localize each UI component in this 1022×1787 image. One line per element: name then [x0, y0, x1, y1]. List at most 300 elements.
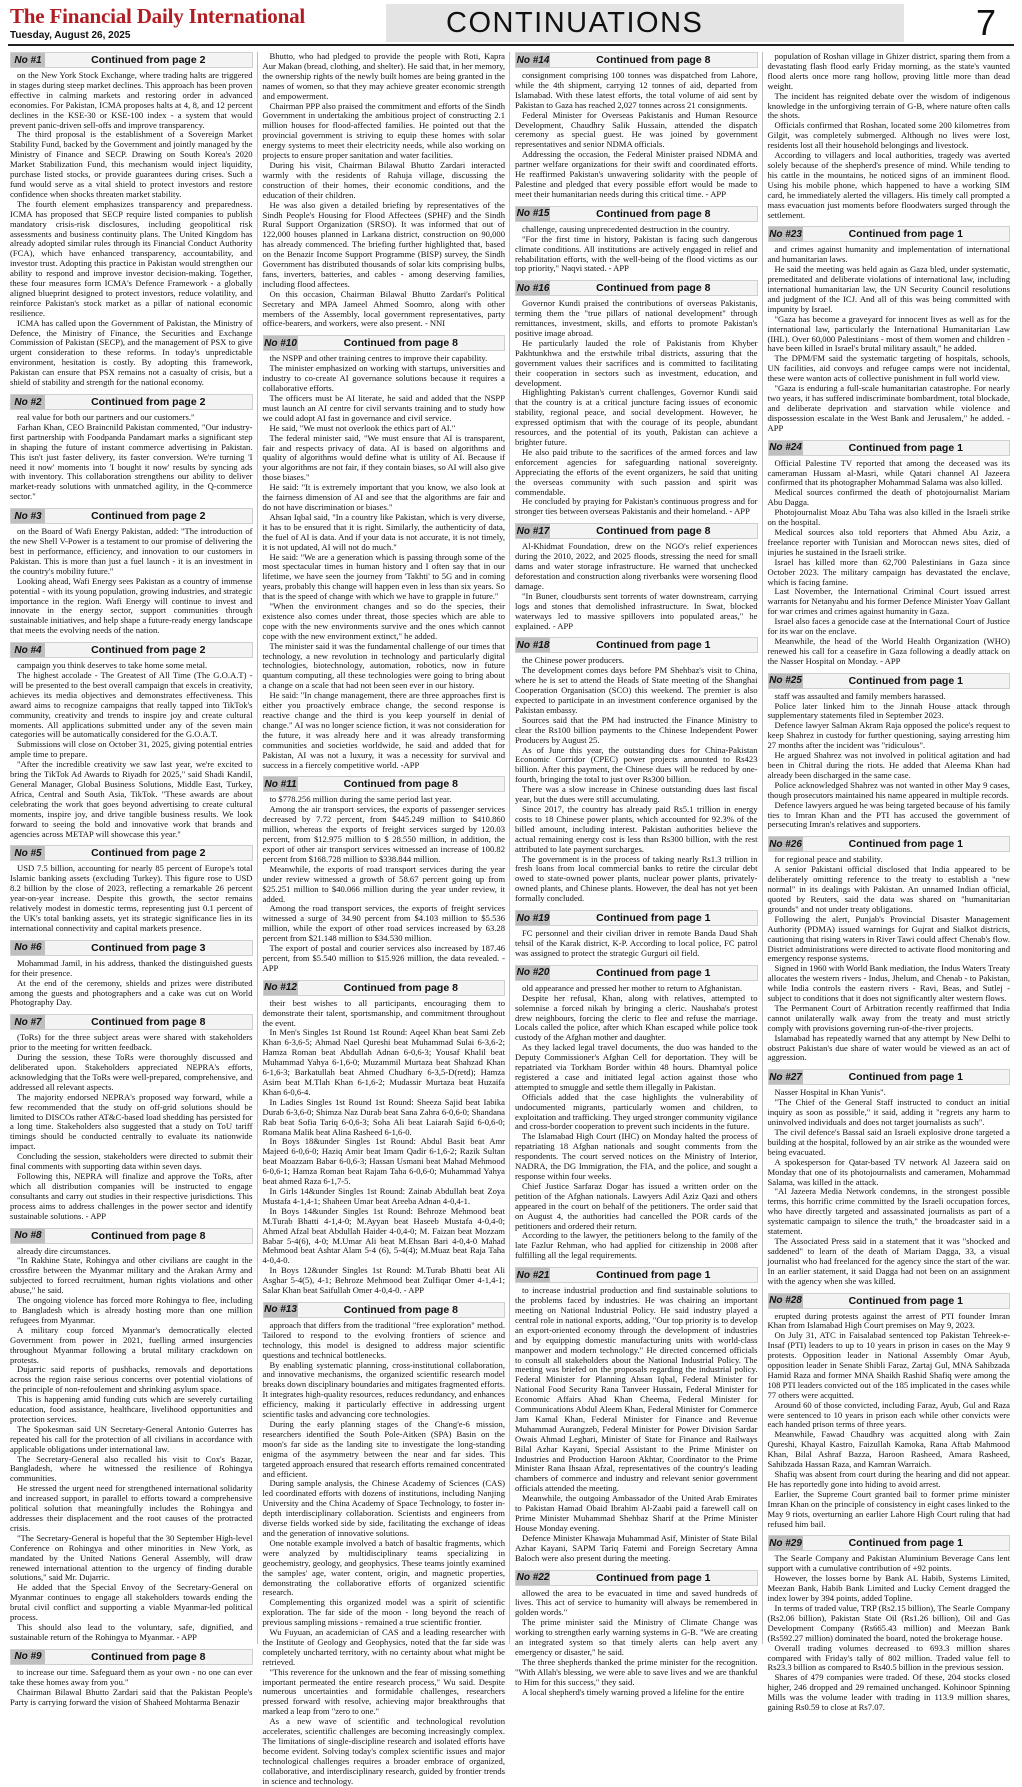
story-paragraph: Medical sources also told reporters that Ahmed Abu Aziz, a freelance reporter with Tunisian and Moroccan news sites, died of injuries he sustained in the Israeli strike. [767, 526, 1010, 557]
story-body [263, 795, 506, 973]
story-paragraph: erupted during protests against the arrest of PTI founder Imran Khan from Islamabad High Court premises on May 9, 2023. [767, 1310, 1010, 1331]
story-body [768, 245, 1011, 433]
story-paragraph: to $778.256 million during the same period last year. [269, 794, 452, 805]
continuation-story [263, 335, 506, 770]
continuation-story [768, 52, 1011, 220]
story-number-tag: No #12 [264, 982, 297, 994]
story-paragraph: On this occasion, Chairman Bilawal Bhutto Zardari's Political Secretary and MPA Jameel Ahmed Soomro, along with other members of the Assembly, local government representatives, party office-bearers, and workers, were also present. - NNI [262, 288, 505, 329]
continuation-story [263, 52, 506, 329]
newspaper-title: The Financial Daily International [10, 4, 306, 28]
story-paragraph: At the end of the ceremony, shields and prizes were distributed among the guests and photographers and a cake was cut on World Photography Day. [10, 977, 253, 1008]
story-body [515, 225, 758, 275]
story-paragraph: In Boys 14&under Singles 1st Round: Behroze Mehmood beat M.Turab Bhatti 4-1,4-0; M.Ayyan beat Haseeb Mustafa 4-0,4-0; Ahmed Afzal beat Abdullah Haider 4-0,4-0; M. Faizan beat Mozzam Babar 5-4(6), 4-0; M.Umar Ali beat M.Ehsan Bari 4-0,4-0 Mahad Mehmood beat Ashtar Alam 5-4 (6), 5-4(4); M.Muaz beat Raja Taha 4-0,4-0. [262, 1205, 505, 1266]
story-paragraph: By enabling systematic planning, cross-institutional collaboration, and innovative mechanisms, the organized scientific research model breaks down disciplinary boundaries and mitigates fragmented efforts. It integrates high-quality resources, reduces redundancy, and enhances efficiency, making it particularly effective in addressing urgent scientific tasks and advancing core technologies. [262, 1359, 505, 1420]
story-paragraph: Following this, NEPRA will finalize and approve the ToRs, after which all distribution companies will be instructed to engage consultants and carry out studies in their respective jurisdictions. This process aims to address challenges in the power sector and identify sustainable solutions. - APP [10, 1171, 253, 1221]
story-paragraph: campaign you think deserves to take home some metal. [17, 660, 208, 671]
story-header [768, 1293, 1011, 1309]
story-header [768, 673, 1011, 689]
masthead-left [10, 4, 305, 41]
continuation-story [515, 637, 758, 904]
story-paragraph: The ongoing violence has forced more Rohingya to flee, including to Bangladesh which is already hosting more than one million refugees from Myanmar. [10, 1295, 253, 1325]
story-paragraph: He said: "It is extremely important that you know, we also look at the fairness dimension of AI and see that the algorithms are fair and do not have discrimination or biases." [262, 482, 505, 512]
story-paragraph: Officials added that the case highlights the vulnerability of undocumented migrants, particularly women and children, to exploitation and trafficking. They urged stronger community vigilance and cross-border cooperation to prevent such incidents in the future. [515, 1091, 758, 1132]
story-paragraph: The Islamabad High Court (IHC) on Monday halted the process of repatriating 18 Afghan nationals and sought comments from the respondents. The court served notices on the Ministry of Interior, NADRA, the DG Immigration, the FIA, and the police, and sought a response within four weeks. [515, 1131, 758, 1181]
story-paragraph: This is happening amid funding cuts which are severely curtailing education, food assistance, healthcare, livelihood opportunities and protection services. [10, 1394, 253, 1424]
story-paragraph: There was a slow increase in Chinese outstanding dues last fiscal year, but the dues were still accumulating. [515, 784, 758, 805]
story-paragraph: A senior Pakistani official disclosed that India appeared to be deliberately omitting reference to the treaty to establish a "new normal" in its dealings with Pakistan. An unnamed Indian official, quoted by Reuters, said the data was shared on "humanitarian grounds" and not under treaty obligations. [767, 864, 1010, 914]
story-paragraph: The highest accolade - The Greatest of All Time (The G.O.A.T) - will be presented to the best overall campaign that excels in creativity, achieves its media objectives and demonstrates effectiveness. This award aims to recognize campaigns that really tapped into TikTok's community, creativity and trends to inspire joy and create cultural moments. All applications submitted under any of the seven main categories will be automatically considered for the G.O.A.T. [10, 670, 253, 740]
story-paragraph: "For the first time in history, Pakistan is facing such dangerous climate conditions. All institutions are actively engaged in relief and rehabilitation efforts, with the well-being of the flood victims as our top priority," Naqvi stated. - APP [515, 233, 758, 274]
story-paragraph: He was also given a detailed briefing by representatives of the Sindh People's Housing for Flood Affectees (SPHF) and the Sindh Rural Support Organization (SRSO). It was informed that out of 122,000 houses planned in Larkana district, construction on 90,000 has already commenced. The briefing further highlighted that, based on the Benazir Income Support Programme (BISP) survey, the Sindh Government has distributed thousands of solar kits comprising bulbs, fans, inverters, batteries, and cables - among deserving families, including flood affectees. [262, 199, 505, 289]
continuation-story [768, 673, 1011, 831]
story-continued-label: Continued from page 1 [596, 912, 711, 925]
story-header [768, 440, 1011, 456]
story-paragraph: The export of postal and courier services also increased by 187.46 percent, from $5.540 million to $15.926 million, the data revealed. - APP [262, 943, 505, 973]
story-paragraph: approach that differs from the traditional "free exploration" method. Tailored to respond to the evolving frontiers of science and technology, this model is designed to address major scientific questions and technical bottlenecks. [262, 1319, 505, 1360]
story-paragraph: The prime minister said the Ministry of Climate Change was working to strengthen early warning systems in G-B. "We are creating an integrated system so that timely alerts can help avert any emergency or disaster," he said. [515, 1617, 758, 1657]
continuation-story [10, 845, 253, 933]
story-number-tag: No #26 [769, 838, 802, 850]
story-header [515, 637, 758, 653]
story-number-tag: No #21 [516, 1269, 550, 1281]
story-paragraph: Around 60 of those convicted, including Faraz, Ayub, Gul and Raza were sentenced to 10 years in prison each while other convicts were each handed prison terms of three years. [767, 1399, 1010, 1430]
story-body [515, 656, 758, 904]
story-header [10, 1228, 253, 1244]
story-body [768, 1554, 1011, 1713]
story-paragraph: The three shepherds thanked the prime minister for the recognition. "With Allah's blessing, we were able to save lives and we are thankful to Him for this success," they said. [515, 1656, 758, 1687]
story-header [515, 206, 758, 222]
story-body [768, 1088, 1011, 1286]
story-number-tag: No #29 [769, 1537, 802, 1549]
story-paragraph: In Boys 12&under Singles 1st Round: M.Turab Bhatti beat Ali Asghar 5-4(5), 4-1; Behroze Mehmood beat Zulfiqar Omer 4-1,4-1; Salar Khan beat Saifullah Omer 4-0,4-0. - APP [262, 1265, 505, 1296]
story-paragraph: During sample analysis, the Chinese Academy of Sciences (CAS) led coordinated efforts with dozens of institutions, including Nanjing University and the China Academy of Space Technology, to foster in-depth interdisciplinary collaboration. Scientists and engineers from diverse fields worked side by side, facilitating the exchange of ideas and the generation of innovative solutions. [262, 1478, 505, 1538]
story-paragraph: "Gaza is enduring a full-scale humanitarian catastrophe. For nearly two years, it has suffered indiscriminate bombardment, total blockade, and deliberate deprivation and starvation while violence and dispossession escalate in the West Bank and Jerusalem," he added. -APP [767, 383, 1010, 433]
story-body [768, 459, 1011, 667]
continuation-story [768, 1293, 1011, 1530]
story-paragraph: Among the road transport services, the exports of freight services witnessed a surge of 34.90 percent from $4.103 million to $5.536 million, while the export of other road services increased by 63.28 percent from $21.148 million to $34.530 million. [262, 903, 505, 944]
story-number-tag: No #16 [516, 282, 550, 294]
story-header [768, 1069, 1011, 1085]
story-paragraph: already dire circumstances. [17, 1245, 111, 1256]
continuation-story [768, 440, 1011, 667]
section-banner [386, 4, 904, 42]
story-paragraph: The Associated Press said in a statement that it was "shocked and saddened" to learn of the death of Mariam Dagga, 33, a visual journalist who had freelanced for the agency since the start of the war. In an earlier statement, it said Dagga had not been on an assignment with the agency when she was killed. [767, 1235, 1010, 1286]
story-continued-label: Continued from page 1 [848, 441, 963, 454]
story-paragraph: Last November, the International Criminal Court issued arrest warrants for Netanyahu and his former Defence Minister Yoav Gallant for war crimes and crimes against humanity in Gaza. [767, 586, 1010, 617]
story-number-tag: No #15 [516, 208, 550, 220]
article-columns [10, 51, 1012, 1786]
story-paragraph: Addressing the occasion, the Federal Minister praised NDMA and partner welfare organizations for their swift and coordinated efforts. He reaffirmed Pakistan's unwavering solidarity with the people of Palestine and pledged that every possible effort would be made to meet their humanitarian needs during this critical time. - APP [515, 149, 758, 199]
story-paragraph: Among the air transport services, the exports of passenger services decreased by 7.72 percent, from $445.249 million to $410.860 million, whereas the exports of freight services surged by 120.03 percent, from $12.975 million to $ 28.550 million, in addition, the export of other air transport services witnessed an increase of 100.82 percent from $168.728 million to $338.844 million. [262, 804, 505, 864]
story-continued-label: Continued from page 8 [91, 1229, 206, 1242]
story-body [515, 542, 758, 631]
story-paragraph: allowed the area to be evacuated in time and saved hundreds of lives. This act of service to humanity will always be remembered in golden words." [515, 1587, 758, 1618]
story-body [515, 1589, 758, 1698]
story-body [10, 1247, 253, 1643]
story-paragraph: FC personnel and their civilian driver in remote Banda Daud Shah tehsil of the Karak district, K-P. According to local police, FC patrol was assigned to protect the strategic Gurguri oil field. [515, 928, 758, 958]
story-paragraph: and crimes against humanity and implementation of international and humanitarian laws. [767, 244, 1010, 265]
story-body [10, 1668, 253, 1708]
story-paragraph: Bhutto, who had pledged to provide the people with Roti, Kapra Aur Makan (bread, clothing, and shelter). He said that, in her memory, the ownership rights of the newly built homes are being granted in the names of women, so that they may achieve greater economic strength and empowerment. [262, 51, 505, 101]
continuation-story [515, 910, 758, 959]
continuation-story [515, 523, 758, 631]
story-paragraph: This should also lead to the voluntary, safe, dignified, and sustainable return of the Rohingya to Myanmar. - APP [10, 1621, 253, 1642]
story-header [515, 1267, 758, 1283]
story-number-tag: No #24 [769, 442, 802, 454]
story-paragraph: for regional peace and stability. [774, 854, 883, 865]
story-paragraph: As of June this year, the outstanding dues for China-Pakistan Economic Corridor (CPEC) power projects amounted to Rs423 billion. After this payment, the Chinese dues will be reduced by one-fourth, bringing the total to just over Rs300 billion. [515, 744, 758, 785]
story-header [515, 1570, 758, 1586]
story-number-tag: No #11 [264, 778, 297, 790]
story-continued-label: Continued from page 8 [596, 54, 711, 66]
story-header [263, 1302, 506, 1318]
story-paragraph: USD 7.5 billion, accounting for nearly 85 percent of Europe's total Islamic banking assets (excluding Turkey). This figure rose to USD 8.2 billion by the close of 2023, reflecting a remarkable 26 percent year-on-year increase. Despite this growth, the sector remains relatively modest in domestic terms, representing just 0.1 percent of the UK's total banking assets, yet its strategic significance lies in its international connectivity and capital markets presence. [10, 863, 253, 933]
story-paragraph: staff was assaulted and family members harassed. [774, 690, 946, 701]
story-number-tag: No #14 [516, 54, 550, 66]
story-header [263, 776, 506, 792]
story-paragraph: Israel has killed more than 62,700 Palestinians in Gaza since October 2023. The military campaign has devastated the enclave, which is facing famine. [767, 556, 1010, 587]
story-paragraph: consignment comprising 100 tonnes was dispatched from Lahore, while the 4th shipment, carrying 12 tonnes of aid, departed from Islamabad. With these latest efforts, the total volume of aid sent by Pakistan to Gaza has reached 2,027 tonnes across 21 consignments. [515, 70, 758, 110]
story-number-tag: No #28 [769, 1295, 802, 1306]
story-paragraph: The federal minister said, "We must ensure that AI is transparent, fair and respects privacy of data. AI is based on algorithms and quality of algorithms would define what is utility of AI. Because if your algorithms are not fair, if they contain biases, so AI will also give those biases." [262, 432, 505, 483]
continuation-story [10, 52, 253, 388]
story-continued-label: Continued from page 8 [596, 282, 711, 295]
story-paragraph: In terms of traded value, TRP (Rs2.15 billion), The Searle Company (Rs2.06 billion), Pakistan State Oil (Rs1.26 billion), Oil and Gas Development Company (Rs665.43 million) and Meezan Bank (Rs592.27 million) dominated the board, noted the brokerage house. [767, 1602, 1010, 1643]
story-number-tag: No #10 [264, 337, 297, 349]
story-paragraph: the NSPP and other training centres to improve their capability. [269, 353, 488, 364]
story-header [10, 1649, 253, 1665]
story-number-tag: No #7 [11, 1015, 45, 1029]
story-paragraph: Meanwhile, the head of the World Health Organization (WHO) renewed his call for a ceasefire in Gaza following a deadly attack on the Nasser Hospital on Monday. - APP [767, 635, 1010, 666]
story-paragraph: Defence lawyer Salman Akram Raja opposed the police's request to keep Shahrez in custody for further questioning, saying arresting him 27 months after the incident was "ridiculous". [767, 720, 1010, 751]
story-paragraph: The third proposal is the establishment of a Sovereign Market Stability Fund, backed by the Government and jointly managed by the Ministry of Finance and SECP. Drawing on South Korea's 2020 Market Stabilization Fund, this mechanism would inject liquidity, purchase listed stocks, or provide guarantees during crises. Such a fund would serve as a vital shield to protect investors and restore confidence when shocks threaten market stability. [10, 129, 253, 199]
story-paragraph: Nasser Hospital in Khan Yunis". [774, 1087, 886, 1098]
story-continued-label: Continued from page 1 [848, 1071, 963, 1084]
story-paragraph: The Secretary-General also recalled his visit to Cox's Bazar, Bangladesh, where he witnessed the resilience of Rohingya communities. [10, 1453, 253, 1484]
story-continued-label: Continued from page 1 [848, 1294, 963, 1307]
story-paragraph: The government is in the process of taking nearly Rs1.3 trillion in fresh loans from local commercial banks to retire the circular debt owed to state-owned power plants, nuclear power plants, privately-owned plants, and Chinese plants. However, the deal has not yet been formally concluded. [515, 853, 758, 904]
story-body [10, 71, 253, 388]
column-4 [767, 51, 1011, 1713]
story-paragraph: the Chinese power producers. [522, 655, 625, 666]
story-continued-label: Continued from page 8 [343, 778, 458, 791]
story-paragraph: However, the losses borne by Bank AL Habib, Systems Limited, Meezan Bank, Habib Bank Limited and Lucky Cement dragged the index lower by 394 points, added Topline. [767, 1573, 1010, 1604]
story-paragraph: Meanwhile, Fawad Chaudhry was acquitted along with Zain Qureshi, Khayal Kastro, Faizullah Kamoka, Rana Aftab Mahmood Khan, Bilal Ashraf Bazza, Haroon Rasheed, Amara Rasheed, Sahibzada Hassan Raza, and Kamran Warraich. [767, 1429, 1010, 1470]
story-body [10, 527, 253, 636]
story-paragraph: Police acknowledged Shahrez was not wanted in other May 9 cases, though prosecutors maintained his name appeared in multiple records. [767, 779, 1010, 800]
story-number-tag: No #23 [769, 228, 802, 240]
story-paragraph: Shares of 479 companies were traded. Of these, 204 stocks closed higher, 246 dropped and 29 remained unchanged. Kohinoor Spinning Mills was the volume leader with trading in 113.9 million shares, gaining Rs0.59 to close at Rs7.07. [767, 1672, 1010, 1713]
story-number-tag: No #20 [516, 967, 550, 979]
story-body [768, 1312, 1011, 1530]
story-continued-label: Continued from page 1 [596, 639, 711, 652]
story-paragraph: A military coup forced Myanmar's democratically elected Government from power in 2021, fuelling armed insurgencies throughout Myanmar following a brutal military crackdown on protests. [10, 1324, 253, 1365]
story-number-tag: No #13 [264, 1304, 297, 1316]
story-number-tag: No #9 [11, 1650, 45, 1664]
story-paragraph: Highlighting Pakistan's current challenges, Governor Kundi said that the country is at a critical juncture facing issues of economic stability, regional peace, and social development. However, he expressed optimism that with the courage of its people, abundant resources, and the potential of its youth, Pakistan can achieve a brighter future. [515, 387, 758, 447]
story-body [515, 1286, 758, 1563]
continuation-story [263, 1302, 506, 1787]
story-continued-label: Continued from page 3 [91, 941, 206, 954]
continuation-story [515, 206, 758, 275]
story-header [515, 280, 758, 296]
story-paragraph: Complementing this organized model was a spirit of scientific exploration. The far side of the moon - long beyond the reach of previous sampling missions - remained a true scientific frontier. [262, 1597, 505, 1628]
story-paragraph: He particularly lauded the role of Pakistanis from Khyber Pakhtunkhwa and the erstwhile tribal districts, assuring that the government values their sacrifices and is committed to facilitating their cooperation in sectors such as investment, education, and development. [515, 337, 758, 388]
story-paragraph: The officers must be AI literate, he said and added that the NSPP must launch an AI centre for civil servants training and to study how we could adopt AI fast in governance and civil service. [262, 393, 505, 423]
story-number-tag: No #22 [516, 1572, 550, 1584]
continuation-story [263, 776, 506, 973]
story-body [768, 52, 1011, 220]
story-paragraph: The majority endorsed NEPRA's proposed way forward, while a few recommended that the study on off-grid solutions should be limited to DISCOs rather AT&C-based load shedding has persisted for a long time. Stakeholders also suggested that a study on ToU tariff timings should be conducted centrally to evaluate its nationwide impact. [10, 1091, 253, 1152]
story-number-tag: No #17 [516, 525, 550, 537]
story-header [10, 642, 253, 658]
story-header [10, 940, 253, 956]
story-paragraph: old appearance and pressed her mother to return to Afghanistan. [522, 982, 743, 993]
story-number-tag: No #3 [11, 509, 45, 523]
story-body [768, 692, 1011, 831]
story-paragraph: real value for both our partners and our customers." [17, 412, 195, 422]
continuation-story [768, 1535, 1011, 1713]
story-paragraph: Mohammad Jamil, in his address, thanked the distinguished guests for their presence. [10, 957, 253, 978]
story-paragraph: Chief Justice Sarfaraz Dogar has issued a written order on the petition of the Afghan nationals. Lawyers Adil Aziz Qazi and others appeared in the court on behalf of the petitioners. The order said that on August 4, the authorities had cancelled the POR cards of the petitioners and ordered their return. [515, 1180, 758, 1231]
story-body [263, 999, 506, 1296]
story-paragraph: The incident has reignited debate over the wisdom of indigenous knowledge in the unforgiving terrain of G-B, where nature often calls the shots. [767, 90, 1010, 121]
story-paragraph: Wu Fuyuan, an academician of CAS and a leading researcher with the Institute of Geology and Geophysics, noted that the far side was completely uncharted territory, with no certainty about what might be retrieved. [262, 1627, 505, 1667]
story-number-tag: No #4 [11, 643, 45, 657]
story-paragraph: The fourth element emphasizes transparency and preparedness. ICMA has proposed that SECP require listed companies to publish mandatory crisis-risk disclosures, including geopolitical risk assessments and business continuity plans. The United Kingdom has already adopted similar rules through its Financial Conduct Authority (FCA), which have enhanced transparency, accountability, and investor trust. Adopting this practice in Pakistan would strengthen our ability to respond and improve investor decision-making. Together, these four measures form ICMA's Defence Framework - a globally aligned blueprint designed to protect investors, reduce volatility, and reinforce Pakistan's stock market as a pillar of national economic resilience. [10, 198, 253, 318]
story-continued-label: Continued from page 2 [91, 847, 206, 860]
column-1 [10, 52, 253, 1707]
story-paragraph: "The Chief of the General Staff instructed to conduct an initial inquiry as soon as possible," it said, adding it "regrets any harm to uninvolved individuals and does not target journalists as such". [767, 1097, 1010, 1128]
continuation-story [10, 394, 253, 502]
story-paragraph: "Al Jazeera Media Network condemns, in the strongest possible terms, this horrific crime committed by the Israeli occupation forces, who have directly targeted and assassinated journalists as part of a systematic campaign to silence the truth," the broadcaster said in a statement. [767, 1186, 1010, 1237]
story-continued-label: Continued from page 8 [596, 525, 711, 538]
story-number-tag: No #1 [11, 53, 45, 67]
story-paragraph: "This reverence for the unknown and the fear of missing something important permeated the entire research process," Wu said. Despite numerous uncertainties and formidable challenges, researchers pressed forward with resolve, achieving major breakthroughs that marked a leap from "zero to one." [262, 1666, 505, 1717]
story-paragraph: Since 2017, the country has already paid Rs5.1 trillion in energy costs to 18 Chinese power plants, which accounted for 92.3% of the billed amount, including interest. Pakistan authorities believe the actual remaining energy cost is less than Rs300 billion, with the rest attributed to late payment surcharges. [515, 804, 758, 854]
story-paragraph: Dujarric said reports of pushbacks, removals and deportations across the region raise serious concerns over potential violations of the principle of non-refoulement and shrinking asylum space. [10, 1364, 253, 1395]
story-header [768, 836, 1011, 852]
continuation-story [515, 965, 758, 1261]
page-number: 7 [975, 2, 996, 43]
story-continued-label: Continued from page 2 [91, 54, 206, 66]
story-paragraph: ICMA has called upon the Government of Pakistan, the Ministry of Defence, the Ministry of Finance, the Securities and Exchange Commission of Pakistan (SECP), and the management of PSX to give urgent consideration to these reforms. In today's unpredictable environment, hesitation is costly. By adopting this framework, Pakistan can ensure that PSX remains not a casualty of crisis, but a shield of stability and strength for the national economy. [10, 317, 253, 388]
continuation-story [515, 1267, 758, 1563]
story-paragraph: The DPM/FM said the systematic targeting of hospitals, schools, UN facilities, aid convoys and refugee camps were not incidental, these were wanton acts of collective punishment in full world view. [767, 353, 1010, 384]
story-paragraph: The Permanent Court of Arbitration recently reaffirmed that India cannot unilaterally walk away from the treaty and must strictly comply with provisions governing run-of-the-river projects. [767, 1002, 1010, 1033]
story-paragraph: Medical sources confirmed the death of photojournalist Mariam Abu Dagga. [767, 487, 1010, 508]
story-header [10, 845, 253, 861]
story-paragraph: A spokesperson for Qatar-based TV network Al Jazeera said on Monday that one of its photojournalists and cameramen, Mohammad Salama, was killed in the attack. [767, 1156, 1010, 1187]
story-paragraph: The minister emphasized on working with startups, universities and industry to co-create AI governance solutions because it requires a collaborative efforts. [262, 363, 505, 394]
story-body [768, 855, 1011, 1063]
story-paragraph: Concluding the session, stakeholders were directed to submit their final comments with supporting data within seven days. [10, 1151, 253, 1172]
story-header [515, 523, 758, 539]
story-paragraph: Al-Khidmat Foundation, drew on the NGO's relief experiences during the 2010, 2022, and 2025 floods, stressing the need for small dams and water storage infrastructure. He warned that unchecked deforestation and construction along riverbanks were worsening flood damage. [515, 541, 758, 591]
story-paragraph: The development comes days before PM Shehbaz's visit to China, where he is set to attend the Heads of State meeting of the Shanghai Cooperation Organisation (SCO) this weekend. The premier is also expected to participate in an investment conference organised by the Pakistan embassy. [515, 665, 758, 715]
continuation-story [768, 1069, 1011, 1286]
story-paragraph: He said: "In change management, there are three approaches first is either you proactively embrace change, the second response is reactive change and the third is you keep yourself in denial of change." AI was no longer science fiction, it was not consideration for the future, it was already here and it was already transforming communities and societies worldwide, he said and added that for Pakistan, AI was not a luxury, it was a necessity for survival and success in a fiercely competitive world. -APP [262, 690, 505, 770]
story-paragraph: Photojournalist Moaz Abu Taha was also killed in the Israeli strike on the hospital. [767, 507, 1010, 528]
story-continued-label: Continued from page 8 [343, 981, 458, 994]
column-2 [262, 51, 506, 1786]
story-paragraph: Federal Minister for Overseas Pakistanis and Human Resource Development, Chaudhry Salik Hussain, attended the dispatch ceremony as special guest. He was joined by government representatives and senior NDMA officials. [515, 109, 758, 150]
story-number-tag: No #25 [769, 675, 802, 687]
story-header [263, 980, 506, 996]
continuation-story [10, 1228, 253, 1643]
story-paragraph: In Ladies Singles 1st Round 1st Round: Sheeza Sajid beat Iabika Durab 6-3,6-0; Shimza Naz Durab beat Sana Zahra 6-0,6-0; Shandana Rab beat Sofia Tariq 6-0,6-3; Soha Ali beat Laiarah Sajid 6-0,6-0; Romana Malik beat Alina Rasheed 6-1,6-0. [262, 1096, 505, 1137]
story-paragraph: The Searle Company and Pakistan Aluminium Beverage Cans lent support with a cumulative contribution of +92 points. [767, 1553, 1010, 1574]
story-continued-label: Continued from page 8 [91, 1016, 206, 1029]
story-paragraph: In Men's Singles 1st Round 1st Round: Aqeel Khan beat Sami Zeb Khan 6-3,6-5; Ahmad Nael Qureshi beat Muhammad Sulai 6-3,6-2; Hamza Roman beat Abdullah Adnan 6-0,6-3; Yousaf Khalil beat Muhammad Yahya 6-1,6-0; Muzammil Murtaza beat Shahzad Khan 6-1,6-3; Barkatullah beat Ahmed Chudhary 6-3,5-D(retd); Hamza Asim beat M.Tlah Khan 6-1,6-2; Mudassir Murtaza beat Huzaifa Khan 6-0,6-4. [262, 1027, 505, 1097]
story-paragraph: Signed in 1960 with World Bank mediation, the Indus Waters Treaty allocates the western rivers - Indus, Jhelum, and Chenab - to Pakistan, while India controls the eastern rivers - Ravi, Beas, and Sutlej - subject to conditions that it does not significantly alter western flows. [767, 963, 1010, 1004]
story-continued-label: Continued from page 2 [91, 396, 206, 408]
continuation-story [10, 1649, 253, 1708]
continuation-story [10, 508, 253, 636]
story-paragraph: He stressed the urgent need for strengthened international solidarity and increased support, in parallel to efforts toward a comprehensive political solution that meaningfully includes the Rohingya and addresses their displacement and the root causes of the protracted crisis. [10, 1483, 253, 1533]
story-paragraph: Despite her refusal, Khan, along with relatives, attempted to solemnise a forced nikah by bringing a cleric. Naushaba's protest drew neighbours, forcing the cleric to flee and refuse the marriage. Locals called the police, after which Khan escaped while police took custody of the Afghan mother and daughter. [515, 992, 758, 1043]
story-paragraph: "In Buner, cloudbursts sent torrents of water downstream, carrying logs and stones that demolished infrastructure. In Swat, blocked waterways led to massive spillovers into populated areas," he explained. - APP [515, 590, 758, 631]
story-number-tag: No #19 [516, 912, 550, 924]
story-continued-label: Continued from page 8 [343, 337, 458, 350]
story-continued-label: Continued from page 1 [848, 674, 963, 687]
story-paragraph: He concluded by praying for Pakistan's continuous progress and for stronger ties between overseas Pakistanis and their homeland. - APP [515, 496, 758, 517]
story-paragraph: (ToRs) for the three subject areas were shared with stakeholders prior to the meeting for written feedback. [10, 1032, 253, 1053]
story-body [263, 1321, 506, 1787]
story-paragraph: In Boys 18&under Singles 1st Round: Abdul Basit beat Amr Majeed 6-0,6-0; Haziq Amir beat Imam Qadir 6-1,6-2; Razik Sultan beat Moazzam Babar 6-0,6-3; Hassan Usmani beat Mahad Mehmood 6-0,6-1; Hamza Roman beat Rajam Taha 6-0,6-0; Muhammad Yahya beat ahmed Raza 6-1,7-5. [262, 1136, 505, 1187]
masthead [8, 4, 1014, 42]
story-paragraph: "The Secretary-General is hopeful that the 30 September High-level Conference on Rohingya and other minorities in New York, as mandated by the United Nations General Assembly, will draw renewed international attention to the urgency of finding durable solutions," said Mr. Dujarric. [10, 1532, 253, 1583]
continuation-story [515, 52, 758, 200]
story-continued-label: Continued from page 1 [848, 228, 963, 241]
continuation-story [10, 1014, 253, 1221]
story-paragraph: He said: "We are a generation which is passing through some of the most spectacular times in human history and I often say that in our lifetime, we have seen the journey from 'Takhti' to 5G and in coming years, probably this change will happen even in less than six years. So that is the speed of change with which we have to grapple in future." [262, 551, 505, 602]
story-paragraph: on the Board of Wafi Energy Pakistan, added: "The introduction of the new Shell V-Power is a testament to our promise of delivering the best in performance, efficiency, and innovation to our customers in Pakistan. This is more than just a fuel launch - it is an investment in the country's mobility future." [10, 526, 253, 576]
story-paragraph: One notable example involved a batch of basaltic fragments, which were analyzed by multidisciplinary teams specializing in geochemistry, geology, and geophysics. These teams jointly examined the samples' age, water content, origin, and magnetic properties, demonstrating the collaborative efforts of organized scientific research. [262, 1537, 505, 1598]
story-paragraph: Looking ahead, Wafi Energy sees Pakistan as a country of immense potential - with its young population, growing industries, and strategic importance in the region. Wafi Energy will continue to invest and innovate in the energy sector, support communities through sustainable initiatives, and help shape a future-ready energy landscape that meets the evolving needs of the nation. [10, 575, 253, 636]
story-continued-label: Continued from page 8 [343, 1303, 458, 1316]
story-body [10, 959, 253, 1009]
section-title: CONTINUATIONS [446, 6, 704, 39]
story-paragraph: Ahsan Iqbal said, "In a country like Pakistan, which is very diverse, it has to be ensured that it is right. Similarly, the authenticity of data, the fuel of AI is data. And if your data is not accurate, it is not timely, it is not updated, AI will not do much." [262, 511, 505, 552]
story-continued-label: Continued from page 1 [848, 838, 963, 851]
story-paragraph: Earlier, the Supreme Court granted bail to former prime minister Imran Khan on the principle of consistency in eight cases linked to the May 9 riots, overturning an earlier Lahore High Court ruling that had refused him bail. [767, 1488, 1010, 1529]
story-paragraph: Meanwhile, the outgoing Ambassador of the United Arab Emirates to Pakistan Hamad Obaid Ibrahim Al-Zaabi paid a farewell call on Prime Minister Muhammad Shehbaz Sharif at the Prime Minister House Monday evening. [515, 1493, 758, 1533]
continuation-story [10, 940, 253, 1009]
story-header [263, 335, 506, 351]
story-continued-label: Continued from page 1 [596, 1269, 711, 1282]
story-paragraph: Israel also faces a genocide case at the International Court of Justice for its war on the enclave. [767, 616, 1010, 637]
story-paragraph: challenge, causing unprecedented destruction in the country. [522, 223, 730, 234]
story-paragraph: on the New York Stock Exchange, where trading halts are triggered in stages during steep market declines. This approach has been proven effective in calming markets and restoring order in advanced economies. For Pakistan, ICMA proposes halts at 4, 8, and 12 percent declines in the KSE-30 or KSE-100 index - a system that would prevent panic-driven sell-offs and improve transparency. [10, 70, 253, 130]
story-paragraph: to increase industrial production and find sustainable solutions to the problems faced by industries. He was chairing an important meeting on National Industrial Policy. He said industry played a central role in national exports, adding, "Our top priority is to develop an export-oriented economy through the development of industries and by equipping domestic manufacturing units with world-class manpower and modern technology." He directed concerned officials to consult all stakeholders about the National Industrial Policy. The meeting was briefed on the proposals regarding the industrial policy. Federal Minister for Planning Ahsan Iqbal, Federal Minister for National Food Security Rana Tanveer Hussain, Federal Minister for Economic Affairs Ahad Khan Cheema, Federal Minister for Communications Abdul Aleem Khan, Federal Minister for Commerce Jam Kamal Khan, Federal Minister for Finance and Revenue Muhammad Aurangzeb, Federal Minister for Power Division Sardar Owais Ahmad Leghari, Minister of State for Finance and Railways Bilal Azhar Kayani, Special Assistant to the Prime Minister on Industries and Production Haroon Akhtar, Coordinator to the Prime Minister Rana Ihsaan Afzal, representatives of the country's leading chambers of commerce and industry and relevant senior government officials attended the meeting. [515, 1285, 758, 1494]
story-paragraph: their best wishes to all participants, encouraging them to demonstrate their talent, sportsmanship, and commitment throughout the event. [262, 997, 505, 1028]
continuation-story [515, 280, 758, 517]
story-header [10, 394, 253, 410]
story-continued-label: Continued from page 8 [596, 207, 711, 220]
story-body [263, 52, 506, 329]
continuation-story [768, 226, 1011, 433]
story-header [10, 508, 253, 524]
story-paragraph: During the early planning stages of the Chang'e-6 mission, researchers identified the South Pole-Aitken (SPA) Basin on the moon's far side as the landing site to investigate the long-standing enigma of the asymmetry between the near and far sides. This targeted approach ensured that research efforts remained concentrated and efficient. [262, 1419, 505, 1479]
story-body [515, 929, 758, 959]
story-paragraph: Governor Kundi praised the contributions of overseas Pakistanis, terming them the "true pillars of national development" through remittances, investment, skills, and efforts to promote Pakistan's positive image abroad. [515, 298, 758, 339]
continuation-story [515, 1570, 758, 1698]
story-paragraph: Farhan Khan, CEO Braincnild Pakistan commented, "Our industry-first partnership with Foodpanda Pandamart marks a significant step in shaping the future of instant commerce advertising in Pakistan. This isn't just faster delivery, its faster conversion. We're turning 'I need it now' moments into 'I bought it now' results by syncing ads with inventory. This collaboration strengthens our ability to deliver market-ready solutions with unmatched agility, in the Q-commerce sector." [10, 421, 253, 502]
story-paragraph: He said, "We must not overlook the ethics part of AI." [269, 422, 456, 433]
story-paragraph: As a new wave of scientific and technological revolution accelerates, scientific challenges are becoming increasingly complex. The limitations of single-discipline research and isolated efforts have become evident. Solving today's complex scientific issues and major technological challenges requires a broader embrace of organized, collaborative, and interdisciplinary research, guided by frontier trends in science and technology. [262, 1716, 505, 1786]
story-header [10, 1014, 253, 1030]
story-paragraph: population of Roshan village in Ghizer district, sparing them from a devastating flash flood early Friday morning, as the state's vaunted flood alerts once more rang hollow, proving little more than dead weight. [767, 51, 1010, 91]
story-paragraph: Islamabad has repeatedly warned that any attempt by New Delhi to obstruct Pakistan's due share of water would be viewed as an act of aggression. [767, 1032, 1010, 1063]
story-header [515, 965, 758, 981]
story-number-tag: No #5 [11, 846, 45, 860]
story-paragraph: Following the alert, Punjab's Provincial Disaster Management Authority (PDMA) issued warnings for Gujrat and Sialkot districts, cautioning that rising waters in River Tawi could affect Chenab's flow. District administrations were directed to activate flood monitoring and emergency response systems. [767, 913, 1010, 964]
story-header [515, 910, 758, 926]
masthead-rule [8, 44, 1014, 46]
story-paragraph: Chairman PPP also praised the commitment and efforts of the Sindh Government in undertaking the ambitious project of constructing 2.1 million houses for flood-affected families. He pointed out that the provincial government is striving to equip these homes with solar energy systems to meet their electricity needs, while also working on projects to ensure proper sanitation and water facilities. [262, 100, 505, 161]
story-paragraph: Meanwhile, the exports of road transport services during the year under review witnessed a growth of 58.67 percent going up from $25.251 million to $40.066 million during the year under review, it added. [262, 863, 505, 904]
story-header [768, 1535, 1011, 1551]
story-body [10, 661, 253, 839]
story-paragraph: Defence Minister Khawaja Muhammad Asif, Minister of State Bilal Azhar Kayani, SAPM Tariq Fatemi and Foreign Secretary Amna Baloch were also present during the meeting. [515, 1532, 758, 1563]
issue-date: Tuesday, August 26, 2025 [10, 30, 131, 41]
story-paragraph: Defence lawyers argued he was being targeted because of his family ties to Imran Khan and the PTI has accused the government of persecuting Imran's relatives and supporters. [767, 799, 1010, 830]
story-paragraph: A local shepherd's timely warning proved a lifeline for the entire [522, 1686, 745, 1697]
column-3 [515, 52, 758, 1697]
story-paragraph: Overall trading volumes decreased to 693.3 million shares compared with Friday's tally of 802 million. Traded value fell to Rs23.3 billion as compared to Rs40.5 billion in the previous session. [767, 1642, 1010, 1673]
story-body [10, 413, 253, 502]
story-header [10, 52, 253, 68]
continuation-story [768, 836, 1011, 1063]
continuation-story [263, 980, 506, 1296]
story-paragraph: During his visit, Chairman Bilawal Bhutto Zardari interacted warmly with the residents of Rahuja village, discussing the construction of their homes, their economic conditions, and the education of their children. [262, 159, 505, 200]
story-paragraph: During the session, these ToRs were thoroughly discussed and deliberated upon. Stakeholders appreciated NEPRA's efforts, acknowledging that the ToRs were well-prepared, comprehensive, and addressed all relevant aspects. [10, 1052, 253, 1092]
story-paragraph: He also paid tribute to the sacrifices of the armed forces and law enforcement agencies for safeguarding national sovereignty. Appreciating the efforts of the event organizers, he said that uniting the overseas community with such passion and spirit was commendable. [515, 446, 758, 497]
story-paragraph: Submissions will close on October 31, 2025, giving potential entries ample time to prepare. [10, 739, 253, 760]
story-paragraph: Chairman Bilawal Bhutto Zardari said that the Pakistan People's Party is carrying forward the vision of Shaheed Mohtarma Benazir [10, 1686, 253, 1707]
story-body [263, 354, 506, 770]
story-paragraph: According to the lawyer, the petitioners belong to the family of the late Fazlur Rehman, who had applied for citizenship in 2008 after fulfilling all the legal requirements. [515, 1230, 758, 1261]
story-number-tag: No #27 [769, 1071, 802, 1083]
story-header [768, 226, 1011, 242]
continuation-story [10, 642, 253, 839]
story-paragraph: The Spokesman said UN Secretary-General Antonio Guterres has repeated his call for the protection of all civilians in accordance with applicable obligations under international law. [10, 1423, 253, 1454]
story-paragraph: He added that the Special Envoy of the Secretary-General on Myanmar continues to engage all stakeholders towards ending the brutal civil conflict and supporting a viable Myanmar-led political process. [10, 1582, 253, 1623]
story-number-tag: No #2 [11, 395, 45, 409]
story-continued-label: Continued from page 2 [91, 644, 206, 657]
story-body [515, 299, 758, 517]
story-paragraph: Sources said that the PM had instructed the Finance Ministry to clear the Rs100 billion payments to the Chinese Independent Power Producers by August 25. [515, 714, 758, 745]
story-number-tag: No #18 [516, 639, 550, 651]
story-paragraph: Shafiq was absent from court during the hearing and did not appear. He has reportedly gone into hiding to avoid arrest. [767, 1469, 1010, 1489]
story-paragraph: On July 31, ATC in Faisalabad sentenced top Pakistan Tehreek-e-Insaf (PTI) leaders to up to 10 years in prison in cases on the May 9 protests. Opposition leader in National Assembly Omar Ayub, opposition leader in Senate Shibli Faraz, Zartaj Gul, MNA Sahibzada Hamid Raza and former MNA Shaikh Rashid Shafiq were among the 108 PTI leaders convicted out of the 185 implicated in the cases while 77 others were acquitted. [767, 1330, 1010, 1400]
story-paragraph: He said the meeting was held again as Gaza bled, under systematic, premeditated and deliberate violations of international law, including international humanitarian law, the UN Security Council resolutions and judgment of the ICJ. And all of this was being committed with impunity by Israel. [767, 264, 1010, 314]
story-paragraph: Police later linked him to the Jinnah House attack through supplementary statements filed in September 2023. [767, 700, 1010, 721]
story-body [10, 864, 253, 933]
story-continued-label: Continued from page 1 [596, 966, 711, 979]
story-paragraph: The minister said it was the fundamental challenge of our times that technology, a new revolution in technology and particularly digital technologies, biotechnology, automation, robotics, now in future quantum computing, all these technologies were going to bring about a change on a scale that had not been seen ever in our history. [262, 640, 505, 691]
story-paragraph: As they lacked legal travel documents, the duo was handed to the Deputy Commissioner's Afghan Cell for deportation. They will be repatriated via Torkham Border within 48 hours. Dhamtyal police registered a case and initiated legal action against those who attempted to smuggle and settle them illegally in Pakistan. [515, 1042, 758, 1092]
story-body [515, 984, 758, 1261]
story-paragraph: to increase our time. Safeguard them as your own - no one can ever take these homes away from you." [10, 1666, 253, 1687]
story-continued-label: Continued from page 8 [91, 1650, 206, 1663]
story-continued-label: Continued from page 2 [91, 510, 206, 523]
story-paragraph: "After the incredible creativity we saw last year, we're excited to bring the TikTok Ad Awards to Riyadh for 2025," said Shadi Kandil, General Manager, Global Business Solutions, Middle East, Turkey, Africa, Central and South Asia, TikTok. "These awards are about celebrating the work that goes beyond advertising to create cultural moments, inspire joy, and drive tangible business results. We look forward to seeing the bold and innovative work that brands and agencies across METAP will showcase this year." [10, 759, 253, 839]
story-body [10, 1033, 253, 1221]
story-paragraph: He argued Shahrez was not involved in political agitation and had been in Chitral during the riots. He added that Aleema Khan had already been discharged in the same case. [767, 750, 1010, 780]
story-body [515, 71, 758, 200]
